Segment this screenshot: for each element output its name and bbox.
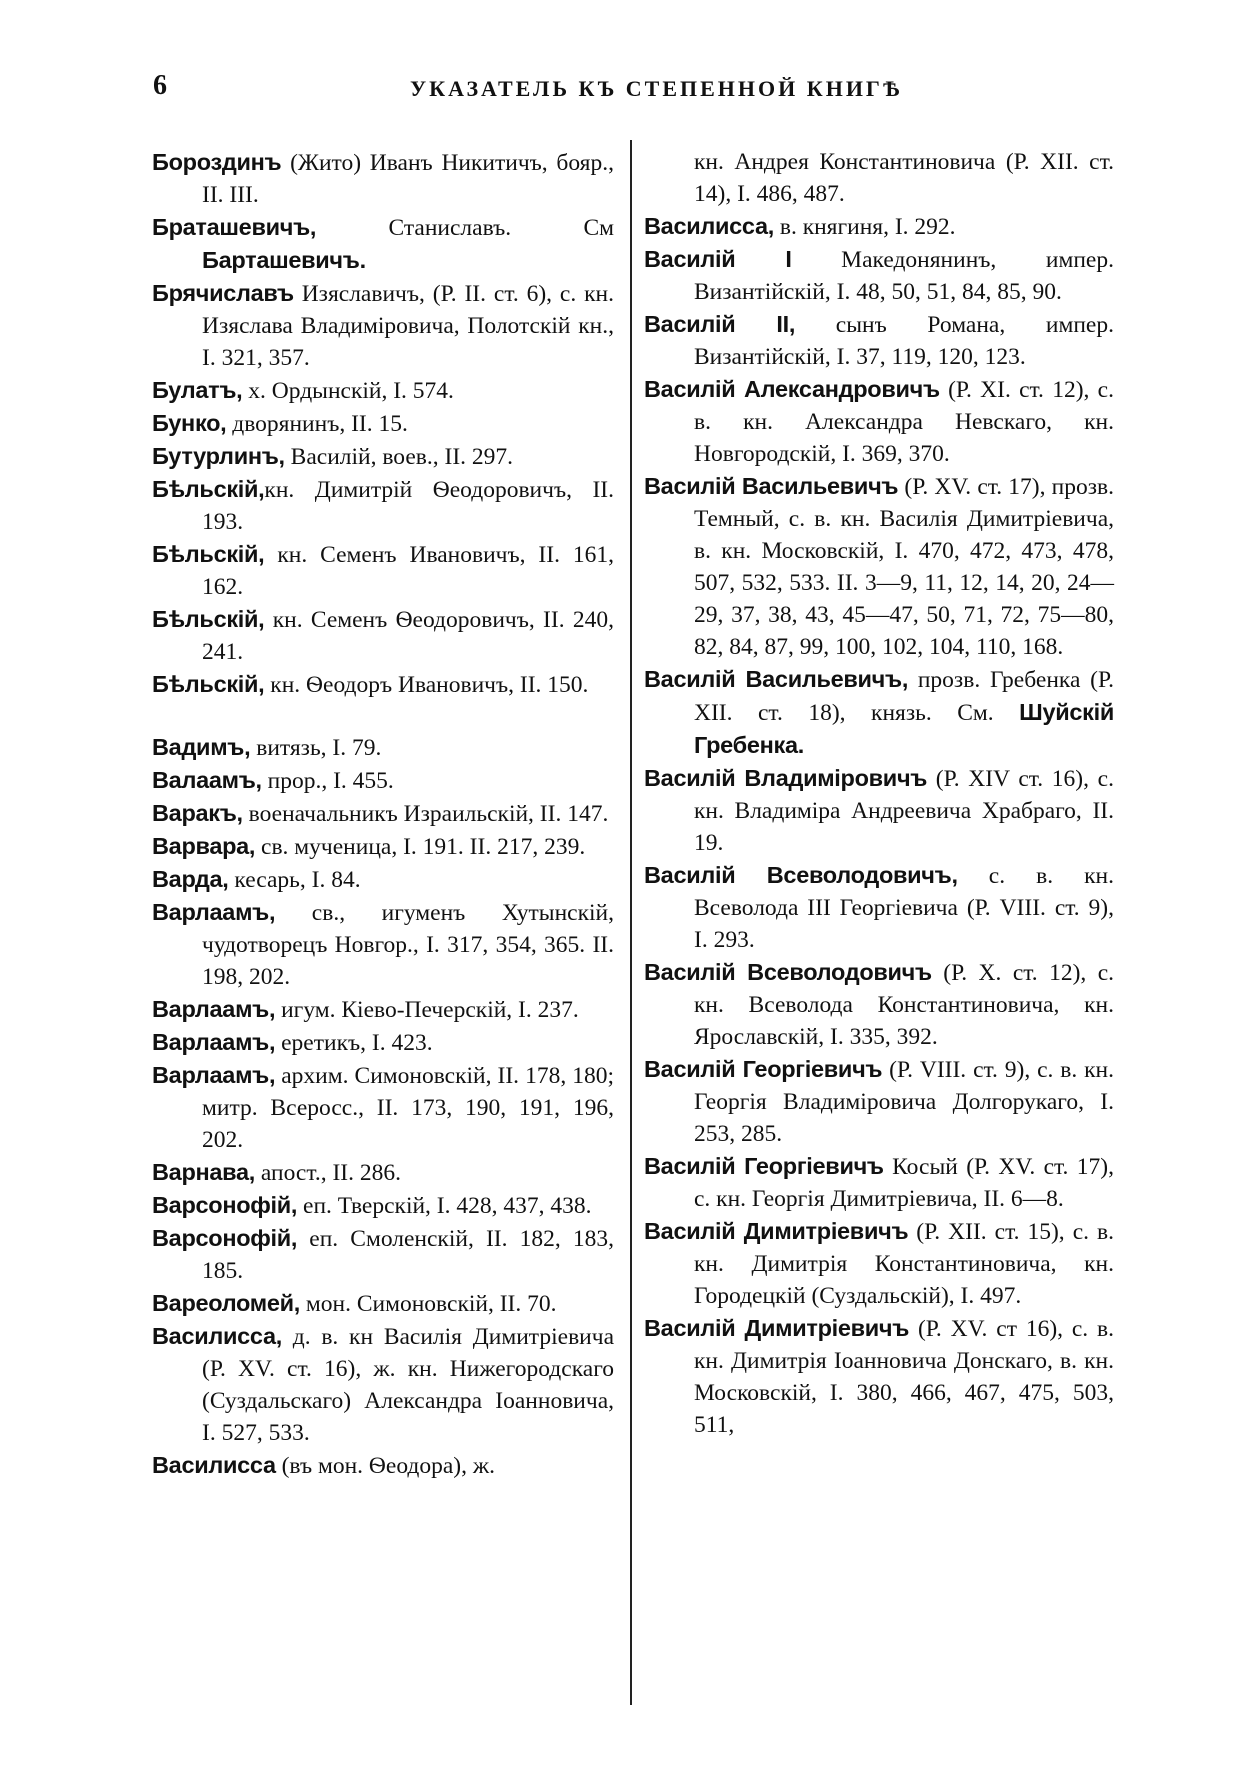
- entry-headword: Варвара,: [152, 833, 256, 859]
- index-entry: [152, 603, 614, 668]
- entry-text: св., игуменъ Хутынскій, чудотворецъ Новгор., I. 317, 354, 365. II. 198, 202.: [202, 900, 614, 990]
- entry-headword: Василій II,: [644, 311, 796, 337]
- index-entry: [152, 1026, 614, 1059]
- running-head: УКАЗАТЕЛЬ КЪ СТЕПЕННОЙ КНИГѢ: [410, 76, 903, 101]
- entry-headword: Василій Димитріевичъ: [644, 1218, 909, 1244]
- index-entry: [644, 470, 1114, 663]
- index-column-right: [644, 146, 1114, 1441]
- index-entry: [644, 1053, 1114, 1150]
- index-entry: [152, 731, 614, 764]
- entry-text: (въ мон. Ѳеодора), ж.: [275, 1453, 495, 1479]
- entry-text: (Жито) Иванъ Никитичъ, бояр., II. III.: [202, 150, 614, 208]
- entry-headword: Василій Александровичъ: [644, 376, 940, 402]
- entry-headword: Брячиславъ: [152, 280, 294, 306]
- entry-text: (Р. XIV ст. 16), с. кн. Владиміра Андреевича Храбраго, II. 19.: [694, 766, 1114, 856]
- entry-headword: Бутурлинъ,: [152, 443, 285, 469]
- entry-headword: Варнава,: [152, 1159, 255, 1185]
- entry-text: сынъ Романа, импер. Византійскій, I. 37, 119, 120, 123.: [694, 312, 1114, 370]
- entry-text: (Р. VIII. ст. 9), с. в. кн. Георгія Владиміровича Долгорукаго, I. 253, 285.: [694, 1057, 1114, 1147]
- entry-text: кн. Ѳеодоръ Ивановичъ, II. 150.: [264, 672, 589, 698]
- index-entry: [152, 863, 614, 896]
- entry-text: Василій, воев., II. 297.: [284, 444, 514, 470]
- entry-headword: Варлаамъ,: [152, 996, 276, 1022]
- entry-headword: Василисса,: [644, 213, 774, 239]
- entry-text: мон. Симоновскій, II. 70.: [300, 1291, 557, 1317]
- index-entry: [644, 308, 1114, 373]
- index-entry: [644, 859, 1114, 956]
- index-entry: [152, 797, 614, 830]
- index-entry: [644, 146, 1114, 210]
- entry-headword: Варсонофій,: [152, 1225, 298, 1251]
- entry-text: в. княгиня, I. 292.: [773, 214, 956, 240]
- index-entry: [644, 1215, 1114, 1312]
- entry-headword: Василій Георгіевичъ: [644, 1153, 884, 1179]
- index-entry: [152, 1287, 614, 1320]
- index-entry: [644, 373, 1114, 470]
- entry-text: прозв. Гребенка (Р. XII. ст. 18), князь. См.: [694, 667, 1114, 726]
- index-entry: [152, 211, 614, 277]
- index-entry: [152, 538, 614, 603]
- entry-headword: Варлаамъ,: [152, 1062, 276, 1088]
- entry-headword: Василій Васильевичъ,: [644, 666, 909, 692]
- entry-text: д. в. кн Василія Димитріевича (Р. XV. ст. 16), ж. кн. Нижегородскаго (Суздальскаго) Александра Іоанновича, I. 527, 533.: [202, 1324, 614, 1446]
- entry-text: кесарь, I. 84.: [228, 867, 361, 893]
- index-entry: [152, 407, 614, 440]
- entry-headword: Бунко,: [152, 410, 227, 436]
- entry-headword: Варсонофій,: [152, 1192, 298, 1218]
- entry-headword: Вадимъ,: [152, 734, 251, 760]
- index-entry: [152, 277, 614, 374]
- entry-headword: Василій Димитріевичъ: [644, 1315, 910, 1341]
- entry-headword: Варлаамъ,: [152, 1029, 276, 1055]
- entry-headword: Валаамъ,: [152, 767, 262, 793]
- entry-headword: Василій Васильевичъ: [644, 473, 899, 499]
- entry-headword: Браташевичъ,: [152, 214, 317, 240]
- index-entry: [152, 1156, 614, 1189]
- entry-text: (Р. XII. ст. 15), с. в. кн. Димитрія Константиновича, кн. Городецкій (Суздальскій), I. 497.: [694, 1219, 1114, 1309]
- index-entry: [644, 210, 1114, 243]
- index-entry: [152, 473, 614, 538]
- entry-text: кн. Андрея Константиновича (Р. XII. ст. 14), I. 486, 487.: [694, 149, 1114, 207]
- entry-text: апост., II. 286.: [255, 1160, 401, 1186]
- entry-headword: Василисса: [152, 1452, 276, 1478]
- index-column-left: [152, 146, 614, 1482]
- index-entry: [644, 1312, 1114, 1441]
- entry-text: Станиславъ. См: [316, 215, 614, 241]
- entry-text: Косый (Р. XV. ст. 17), с. кн. Георгія Димитріевича, II. 6—8.: [694, 1154, 1114, 1212]
- index-entry: [152, 896, 614, 993]
- index-entry: [152, 1449, 614, 1482]
- index-entry: [644, 762, 1114, 859]
- index-entry: [152, 440, 614, 473]
- index-entry: [152, 1059, 614, 1156]
- index-entry: [152, 668, 614, 701]
- entry-cross-reference: Шуйскій Гребенка.: [694, 699, 1114, 758]
- entry-headword: Василій Всеволодовичъ: [644, 959, 932, 985]
- index-entry: [152, 830, 614, 863]
- entry-text: (Р. XV. ст 16), с. в. кн. Димитрія Іоанновича Донскаго, в. кн. Московскій, I. 380, 466, 467, 475, 503, 511,: [694, 1316, 1114, 1438]
- index-entry: [644, 1150, 1114, 1215]
- entry-headword: Булатъ,: [152, 377, 243, 403]
- entry-headword: Василій Георгіевичъ: [644, 1056, 883, 1082]
- index-entry: [152, 993, 614, 1026]
- entry-headword: Бѣльскій,: [152, 606, 265, 632]
- index-entry: [152, 1189, 614, 1222]
- entry-headword: Бѣльскій,: [152, 671, 265, 697]
- page-number: 6: [153, 70, 167, 101]
- entry-text: св. мученица, I. 191. II. 217, 239.: [255, 834, 586, 860]
- entry-text: кн. Димитрій Ѳеодоровичъ, II. 193.: [202, 477, 614, 535]
- entry-headword: Василій Всеволодовичъ,: [644, 862, 958, 888]
- entry-headword: Василій I: [644, 246, 792, 272]
- entry-text: игум. Кіево-Печерскій, I. 237.: [275, 997, 579, 1023]
- entry-text: архим. Симоновскій, II. 178, 180; митр. Всеросс., II. 173, 190, 191, 196, 202.: [202, 1063, 614, 1153]
- entry-text: (Р. XI. ст. 12), с. в. кн. Александра Невскаго, кн. Новгородскій, I. 369, 370.: [694, 377, 1114, 467]
- entry-text: еп. Смоленскій, II. 182, 183, 185.: [202, 1226, 614, 1284]
- entry-headword: Варда,: [152, 866, 229, 892]
- entry-headword: Варлаамъ,: [152, 899, 276, 925]
- entry-cross-reference: Барташевичъ.: [202, 247, 366, 273]
- index-entry: [644, 243, 1114, 308]
- entry-headword: Бѣльскій,: [152, 541, 265, 567]
- entry-text: витязь, I. 79.: [250, 735, 382, 761]
- index-entry: [152, 374, 614, 407]
- entry-text: кн. Семенъ Ѳеодоровичъ, II. 240, 241.: [202, 607, 614, 665]
- entry-text: военачальникъ Израильскій, II. 147.: [242, 801, 609, 827]
- index-entry: [152, 146, 614, 211]
- entry-text: еретикъ, I. 423.: [275, 1030, 433, 1056]
- index-entry: [152, 1222, 614, 1287]
- entry-headword: Василій Владиміровичъ: [644, 765, 928, 791]
- entry-text: х. Ордынскій, I. 574.: [242, 378, 454, 404]
- index-entry: [152, 1320, 614, 1449]
- index-entry: [644, 956, 1114, 1053]
- index-entry: [644, 663, 1114, 762]
- entry-text: (Р. X. ст. 12), с. кн. Всеволода Константиновича, кн. Ярославскій, I. 335, 392.: [694, 960, 1115, 1050]
- entry-headword: Варакъ,: [152, 800, 243, 826]
- entry-text: (Р. XV. ст. 17), прозв. Темный, с. в. кн. Василія Димитріевича, в. кн. Московскій, I. 470, 472, 473, 478, 507, 532, 533. II. 3—9, 11, 12, 14, 20, 24—29, 37, 38, 43, 45—47, 50, 71, 72, 75—80, 82, 84, 87, 99, 100, 102, 104, 110, 168.: [694, 474, 1114, 660]
- entry-text: прор., I. 455.: [261, 768, 394, 794]
- entry-headword: Бѣльскій,: [152, 476, 265, 502]
- index-entry: [152, 764, 614, 797]
- entry-text: с. в. кн. Всеволода III Георгіевича (Р. VIII. ст. 9), I. 293.: [694, 863, 1114, 953]
- column-divider: [630, 140, 632, 1705]
- entry-headword: Бороздинъ: [152, 149, 282, 175]
- entry-headword: Вареоломей,: [152, 1290, 301, 1316]
- entry-text: Македонянинъ, импер. Византійскій, I. 48, 50, 51, 84, 85, 90.: [694, 247, 1114, 305]
- entry-text: дворянинъ, II. 15.: [226, 411, 408, 437]
- entry-text: кн. Семенъ Ивановичъ, II. 161, 162.: [202, 542, 614, 600]
- entry-headword: Василисса,: [152, 1323, 282, 1349]
- entry-text: еп. Тверскій, I. 428, 437, 438.: [297, 1193, 592, 1219]
- entry-text: Изяславичъ, (Р. II. ст. 6), с. кн. Изяслава Владиміровича, Полотскій кн., I. 321, 357.: [202, 281, 614, 371]
